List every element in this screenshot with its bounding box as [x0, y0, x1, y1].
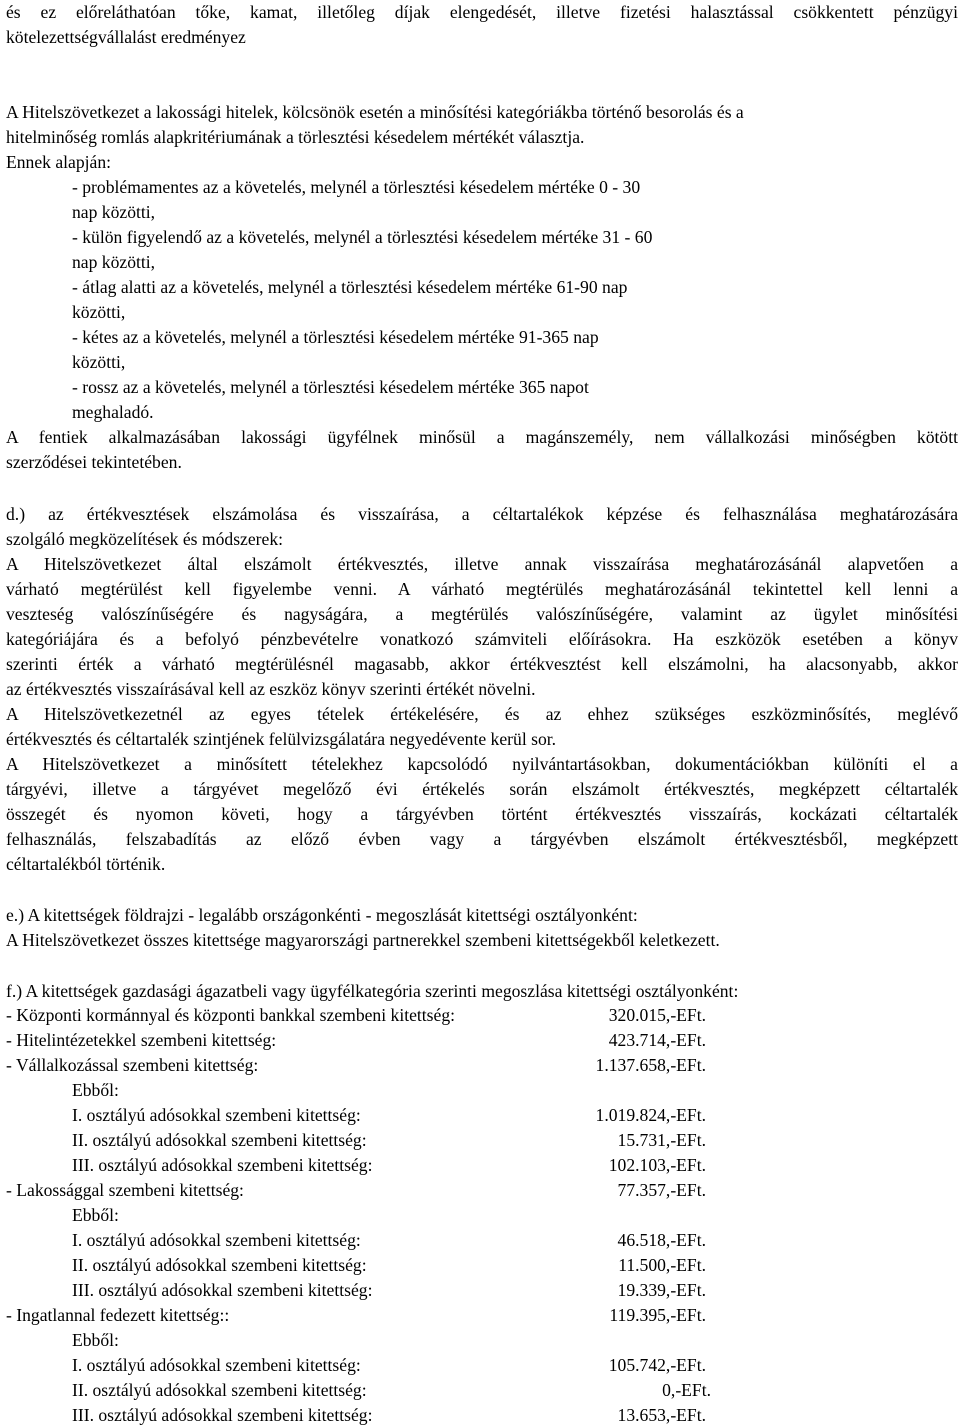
- exposure-label: - Hitelintézetekkel szembeni kitettség:: [6, 1030, 277, 1050]
- exposure-label: III. osztályú adósokkal szembeni kitettség:: [72, 1405, 373, 1425]
- exposure-label: II. osztályú adósokkal szembeni kitettség:: [72, 1255, 367, 1275]
- exposure-value: 119.395,-EFt.: [609, 1305, 706, 1325]
- section-d-line: értékvesztés és céltartalék szintjének felülvizsgálatára negyedévente kerül sor.: [6, 729, 557, 749]
- section-f-heading: f.) A kitettségek gazdasági ágazatbeli vagy ügyfélkategória szerinti megoszlása kitettségi osztályonként:: [6, 981, 739, 1001]
- section-e-heading: e.) A kitettségek földrajzi - legalább országonkénti - megoszlását kitettségi osztályonként:: [6, 905, 638, 925]
- exposure-subheading: Ebből:: [72, 1330, 119, 1350]
- exposure-value: 15.731,-EFt.: [617, 1130, 706, 1150]
- exposure-label: - Központi kormánnyal és központi bankkal szembeni kitettség:: [6, 1005, 456, 1025]
- text-line: A fentiek alkalmazásában lakossági ügyfélnek minősül a magánszemély, nem vállalkozási minőségben kötött: [6, 427, 958, 447]
- exposure-value: 423.714,-EFt.: [608, 1030, 706, 1050]
- section-d-line: várható megtérülést kell figyelembe venni. A várható megtérülés meghatározásánál tekintettel kell lenni a: [6, 579, 958, 599]
- list-item: - külön figyelendő az a követelés, melynél a törlesztési késedelem mértéke 31 - 60: [72, 227, 653, 247]
- section-d-line: összegét és nyomon követi, hogy a tárgyévben történt értékvesztés visszaírás, kockázati céltartalék: [6, 804, 958, 824]
- section-d-line: A Hitelszövetkezetnél az egyes tételek értékelésére, és az ehhez szükséges eszközminősítés, meglévő: [6, 704, 958, 724]
- exposure-value: 320.015,-EFt.: [608, 1005, 706, 1025]
- section-d-line: tárgyévi, illetve a tárgyévet megelőző évi értékelés során elszámolt értékvesztés, megképzett céltartalék: [6, 779, 958, 799]
- exposure-value: 105.742,-EFt.: [608, 1355, 706, 1375]
- list-item: - átlag alatti az a követelés, melynél a törlesztési késedelem mértéke 61-90 nap: [72, 277, 628, 297]
- exposure-label: - Vállalkozással szembeni kitettség:: [6, 1055, 259, 1075]
- text-line: Ennek alapján:: [6, 152, 112, 172]
- exposure-value: 46.518,-EFt.: [617, 1230, 706, 1250]
- exposure-label: I. osztályú adósokkal szembeni kitettség:: [72, 1355, 361, 1375]
- list-item-cont: közötti,: [72, 302, 126, 322]
- exposure-label: III. osztályú adósokkal szembeni kitettség:: [72, 1280, 373, 1300]
- text-line: A Hitelszövetkezet a lakossági hitelek, kölcsönök esetén a minősítési kategóriákba történő besorolás és a: [6, 102, 744, 122]
- exposure-value: 1.019.824,-EFt.: [595, 1105, 706, 1125]
- exposure-subheading: Ebből:: [72, 1205, 119, 1225]
- section-e-text: A Hitelszövetkezet összes kitettsége magyarországi partnerekkel szembeni kitettségekből keletkezett.: [6, 930, 720, 950]
- list-item-cont: közötti,: [72, 352, 126, 372]
- text-line: kötelezettségvállalást eredményez: [6, 27, 246, 47]
- section-d-line: felhasználás, felszabadítás az előző évben vagy a tárgyévben elszámolt értékvesztésből, megképzett: [6, 829, 958, 849]
- section-d-line: A Hitelszövetkezet által elszámolt értékvesztés, illetve annak visszaírása meghatározásánál alapvetően a: [6, 554, 958, 574]
- exposure-label: III. osztályú adósokkal szembeni kitettség:: [72, 1155, 373, 1175]
- exposure-value: 19.339,-EFt.: [617, 1280, 706, 1300]
- exposure-label: - Lakossággal szembeni kitettség:: [6, 1180, 244, 1200]
- section-d-line: veszteség valószínűségére és nagyságára, a megtérülés valószínűségére, valamint az ügylet minősítési: [6, 604, 958, 624]
- text-line: és ez előreláthatóan tőke, kamat, illetőleg díjak elengedését, illetve fizetési halasztással csökkentett pénzügyi: [6, 2, 958, 22]
- exposure-label: I. osztályú adósokkal szembeni kitettség:: [72, 1105, 361, 1125]
- text-line: szerződései tekintetében.: [6, 452, 182, 472]
- section-d-line: szerinti érték a várható megtérülésnél magasabb, akkor értékvesztést kell elszámolni, ha alacsonyabb, akkor: [6, 654, 958, 674]
- exposure-value: 11.500,-EFt.: [618, 1255, 706, 1275]
- exposure-value: 77.357,-EFt.: [617, 1180, 706, 1200]
- section-d-line: A Hitelszövetkezet a minősített tételekhez kapcsolódó nyilvántartásokban, dokumentációkban különíti el a: [6, 754, 958, 774]
- section-d-line: az értékvesztés visszaírásával kell az eszköz könyv szerinti értékét növelni.: [6, 679, 536, 699]
- exposure-value: 1.137.658,-EFt.: [595, 1055, 706, 1075]
- section-d-line: szolgáló megközelítések és módszerek:: [6, 529, 284, 549]
- exposure-label: II. osztályú adósokkal szembeni kitettség:: [72, 1130, 367, 1150]
- list-item: - problémamentes az a követelés, melynél a törlesztési késedelem mértéke 0 - 30: [72, 177, 641, 197]
- list-item-cont: meghaladó.: [72, 402, 154, 422]
- exposure-value: 102.103,-EFt.: [608, 1155, 706, 1175]
- exposure-value: 13.653,-EFt.: [617, 1405, 706, 1425]
- exposure-label: I. osztályú adósokkal szembeni kitettség:: [72, 1230, 361, 1250]
- section-d-line: d.) az értékvesztések elszámolása és visszaírása, a céltartalékok képzése és felhasználása meghatározására: [6, 504, 958, 524]
- exposure-label: II. osztályú adósokkal szembeni kitettség:: [72, 1380, 367, 1400]
- exposure-subheading: Ebből:: [72, 1080, 119, 1100]
- list-item: - rossz az a követelés, melynél a törlesztési késedelem mértéke 365 napot: [72, 377, 589, 397]
- text-line: hitelminőség romlás alapkritériumának a törlesztési késedelem mértékét választja.: [6, 127, 585, 147]
- exposure-value: 0,-EFt.: [662, 1380, 711, 1400]
- section-d-line: kategóriájára és a befolyó pénzbevételre vonatkozó számviteli előírásokra. Ha eszközök esetében a könyv: [6, 629, 958, 649]
- list-item: - kétes az a követelés, melynél a törlesztési késedelem mértéke 91-365 nap: [72, 327, 599, 347]
- exposure-label: - Ingatlannal fedezett kitettség::: [6, 1305, 230, 1325]
- list-item-cont: nap közötti,: [72, 252, 156, 272]
- section-d-line: céltartalékból történik.: [6, 854, 166, 874]
- list-item-cont: nap közötti,: [72, 202, 156, 222]
